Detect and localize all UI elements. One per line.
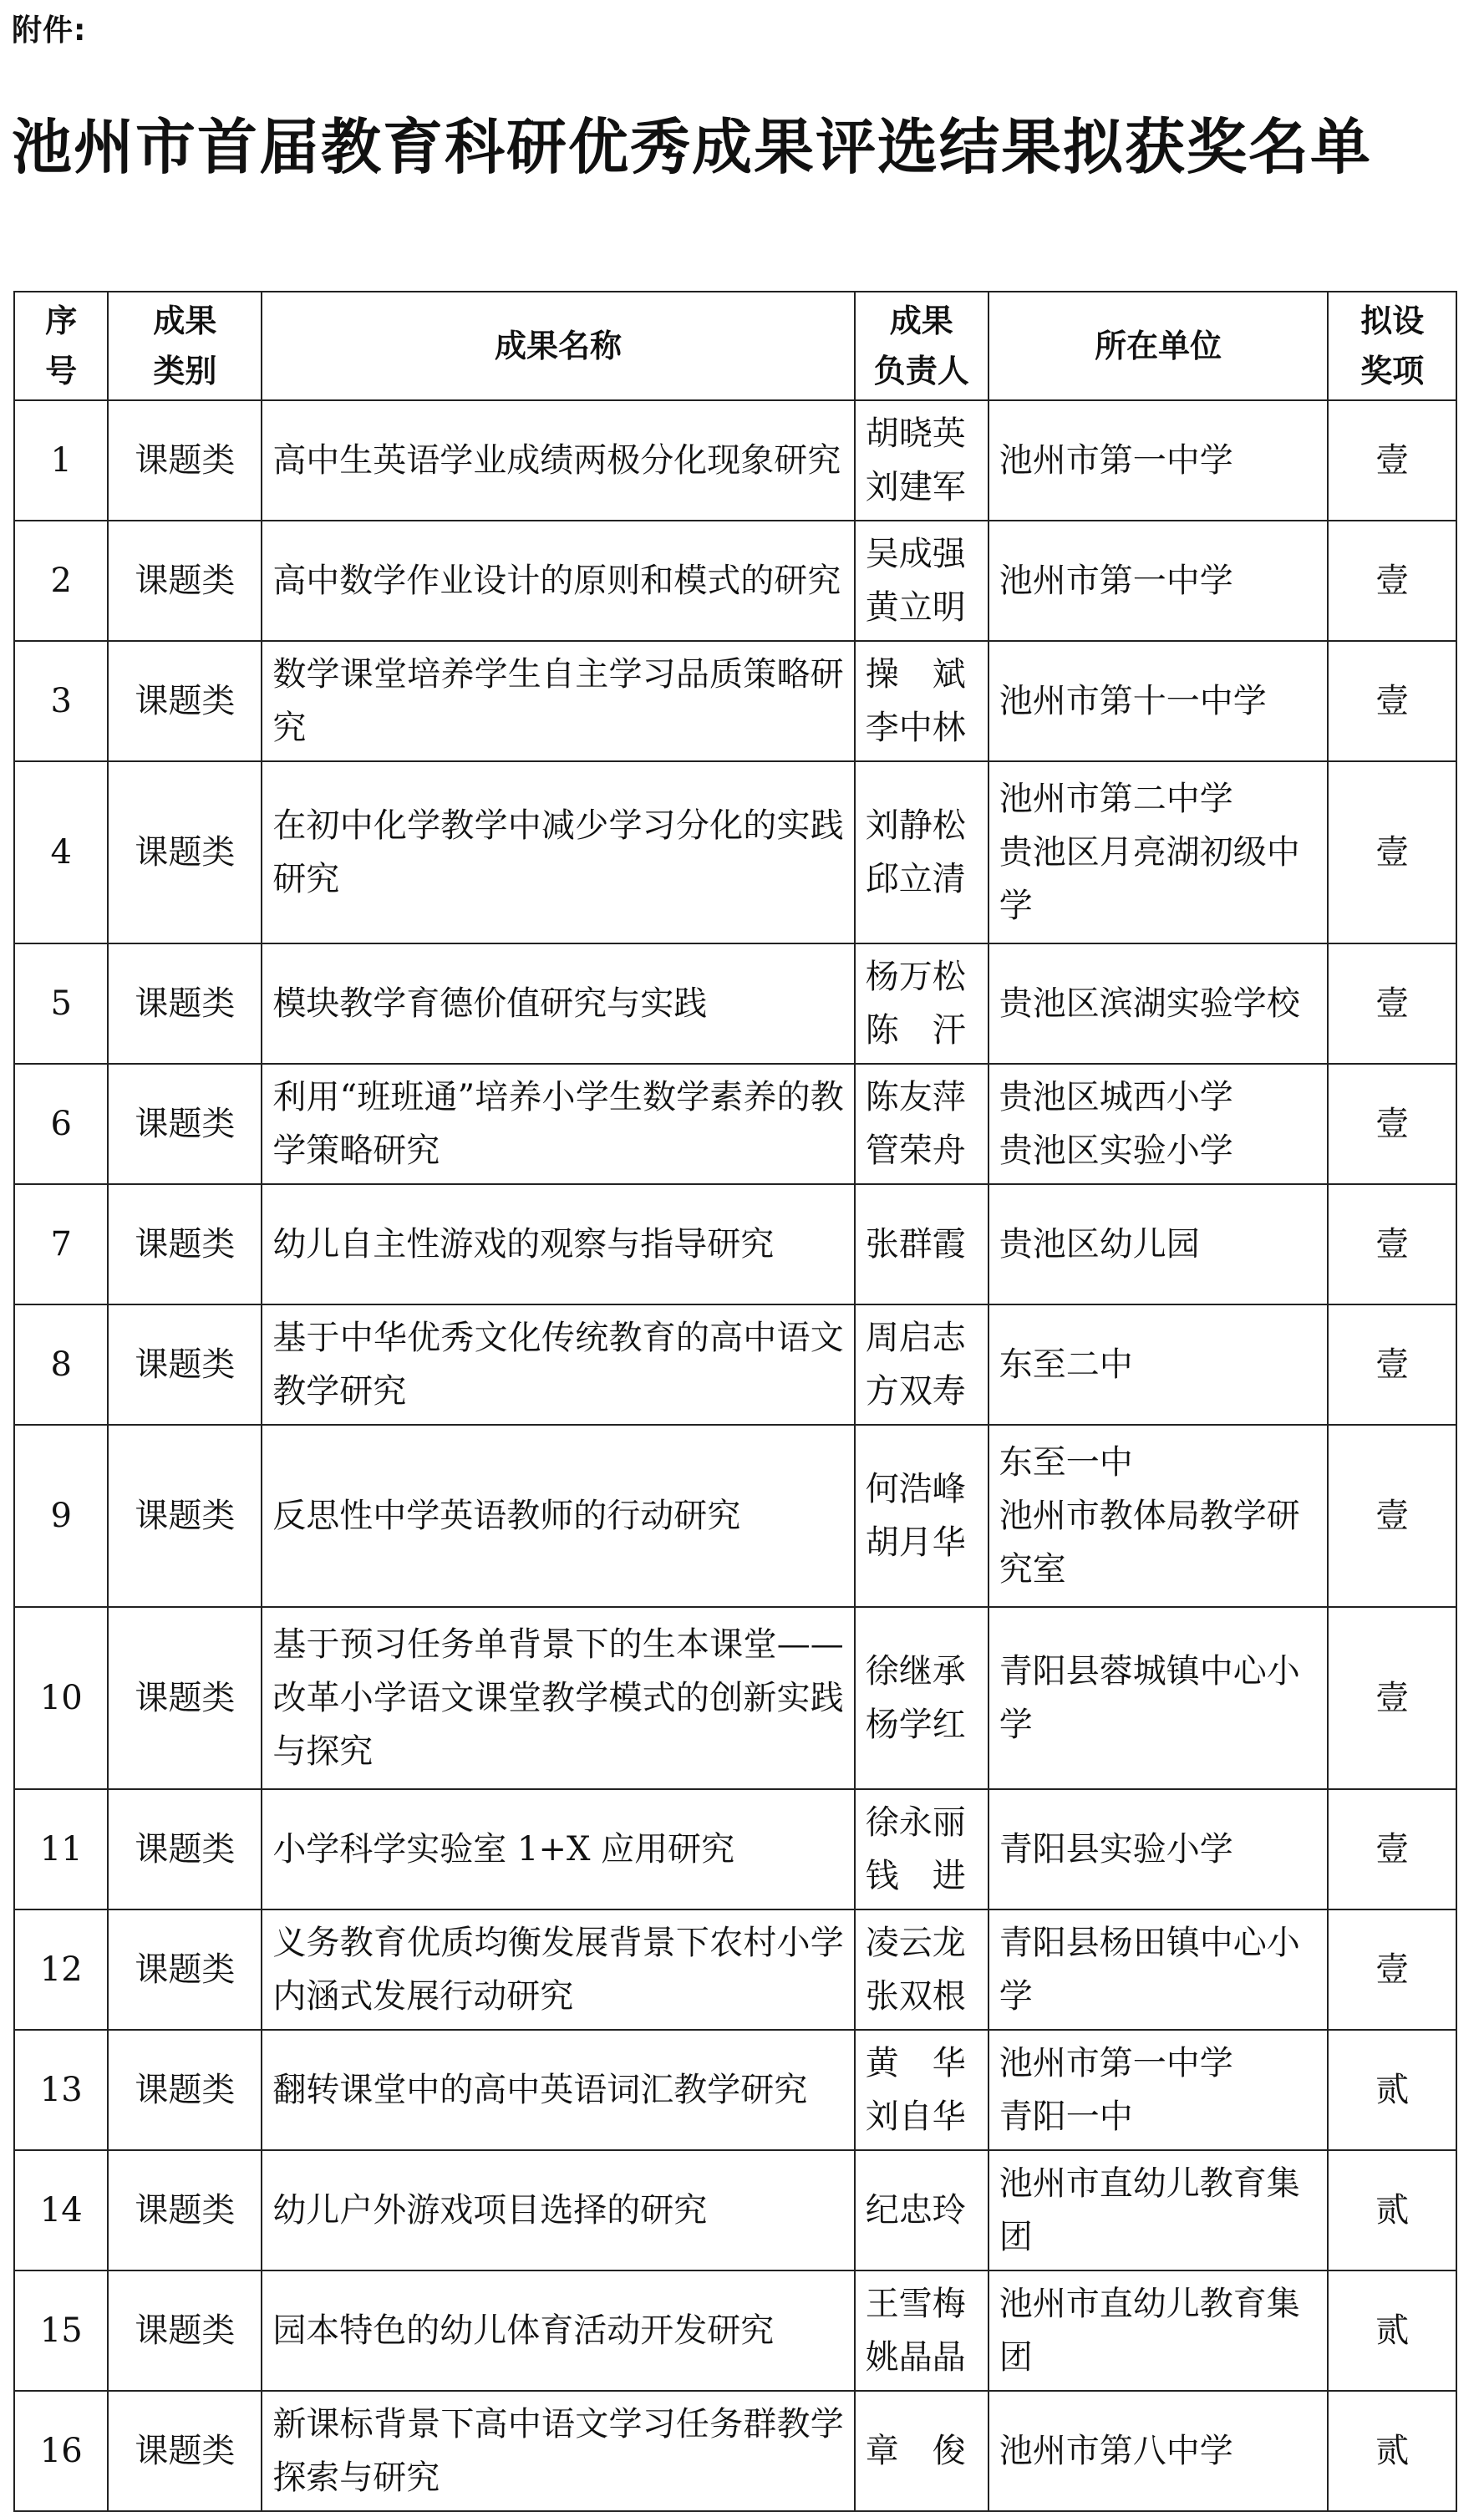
cell-name: 幼儿户外游戏项目选择的研究 xyxy=(262,2150,854,2270)
table-row xyxy=(14,1607,1456,1789)
cell-award: 壹 xyxy=(1328,1909,1456,2030)
cell-no: 4 xyxy=(14,761,108,943)
cell-name: 幼儿自主性游戏的观察与指导研究 xyxy=(262,1184,854,1304)
table-row xyxy=(14,2391,1456,2511)
cell-unit: 贵池区滨湖实验学校 xyxy=(988,943,1329,1064)
cell-category: 课题类 xyxy=(108,641,262,761)
cell-name: 基于预习任务单背景下的生本课堂——改革小学语文课堂教学模式的创新实践与探究 xyxy=(262,1607,854,1789)
award-table xyxy=(13,291,1457,2512)
cell-category: 课题类 xyxy=(108,943,262,1064)
cell-award: 壹 xyxy=(1328,761,1456,943)
table-row xyxy=(14,2030,1456,2150)
cell-owner: 纪忠玲 xyxy=(855,2150,988,2270)
cell-no: 3 xyxy=(14,641,108,761)
table-row xyxy=(14,1909,1456,2030)
cell-category: 课题类 xyxy=(108,1304,262,1425)
cell-category: 课题类 xyxy=(108,2270,262,2391)
cell-no: 10 xyxy=(14,1607,108,1789)
table-header-row xyxy=(14,292,1456,400)
cell-no: 16 xyxy=(14,2391,108,2511)
cell-unit: 贵池区城西小学 贵池区实验小学 xyxy=(988,1064,1329,1184)
cell-owner: 胡晓英 刘建军 xyxy=(855,400,988,521)
cell-category: 课题类 xyxy=(108,521,262,641)
cell-owner: 章 俊 xyxy=(855,2391,988,2511)
cell-category: 课题类 xyxy=(108,1184,262,1304)
cell-unit: 池州市第十一中学 xyxy=(988,641,1329,761)
cell-owner: 黄 华 刘自华 xyxy=(855,2030,988,2150)
cell-category: 课题类 xyxy=(108,2391,262,2511)
cell-category: 课题类 xyxy=(108,400,262,521)
cell-award: 壹 xyxy=(1328,1304,1456,1425)
cell-owner: 周启志 方双寿 xyxy=(855,1304,988,1425)
col-header-award: 拟设 奖项 xyxy=(1328,292,1456,400)
cell-award: 壹 xyxy=(1328,1064,1456,1184)
cell-no: 8 xyxy=(14,1304,108,1425)
cell-award: 壹 xyxy=(1328,1607,1456,1789)
cell-owner: 凌云龙 张双根 xyxy=(855,1909,988,2030)
cell-owner: 刘静松 邱立清 xyxy=(855,761,988,943)
cell-award: 壹 xyxy=(1328,400,1456,521)
cell-no: 11 xyxy=(14,1789,108,1909)
cell-award: 贰 xyxy=(1328,2030,1456,2150)
cell-award: 贰 xyxy=(1328,2150,1456,2270)
cell-award: 壹 xyxy=(1328,1184,1456,1304)
cell-name: 利用“班班通”培养小学生数学素养的教学策略研究 xyxy=(262,1064,854,1184)
table-row xyxy=(14,641,1456,761)
cell-unit: 池州市第二中学 贵池区月亮湖初级中学 xyxy=(988,761,1329,943)
table-row xyxy=(14,943,1456,1064)
table-row xyxy=(14,400,1456,521)
cell-unit: 东至二中 xyxy=(988,1304,1329,1425)
cell-name: 高中生英语学业成绩两极分化现象研究 xyxy=(262,400,854,521)
cell-no: 14 xyxy=(14,2150,108,2270)
cell-name: 小学科学实验室 1+X 应用研究 xyxy=(262,1789,854,1909)
cell-no: 1 xyxy=(14,400,108,521)
cell-owner: 陈友萍 管荣舟 xyxy=(855,1064,988,1184)
attachment-label: 附件: xyxy=(12,13,87,48)
cell-name: 反思性中学英语教师的行动研究 xyxy=(262,1425,854,1607)
table-row xyxy=(14,1789,1456,1909)
cell-name: 模块教学育德价值研究与实践 xyxy=(262,943,854,1064)
cell-award: 壹 xyxy=(1328,943,1456,1064)
cell-category: 课题类 xyxy=(108,1607,262,1789)
cell-unit: 池州市第八中学 xyxy=(988,2391,1329,2511)
cell-owner: 徐继承 杨学红 xyxy=(855,1607,988,1789)
table-row xyxy=(14,521,1456,641)
cell-name: 基于中华优秀文化传统教育的高中语文教学研究 xyxy=(262,1304,854,1425)
cell-owner: 王雪梅 姚晶晶 xyxy=(855,2270,988,2391)
cell-unit: 东至一中 池州市教体局教学研究室 xyxy=(988,1425,1329,1607)
cell-award: 壹 xyxy=(1328,521,1456,641)
cell-category: 课题类 xyxy=(108,761,262,943)
cell-no: 5 xyxy=(14,943,108,1064)
table-row xyxy=(14,1064,1456,1184)
cell-no: 15 xyxy=(14,2270,108,2391)
cell-owner: 张群霞 xyxy=(855,1184,988,1304)
col-header-unit: 所在单位 xyxy=(988,292,1329,400)
table-row xyxy=(14,761,1456,943)
cell-unit: 池州市第一中学 xyxy=(988,521,1329,641)
cell-category: 课题类 xyxy=(108,2150,262,2270)
cell-unit: 青阳县杨田镇中心小学 xyxy=(988,1909,1329,2030)
cell-no: 7 xyxy=(14,1184,108,1304)
table-row xyxy=(14,2270,1456,2391)
cell-unit: 贵池区幼儿园 xyxy=(988,1184,1329,1304)
cell-owner: 何浩峰 胡月华 xyxy=(855,1425,988,1607)
cell-category: 课题类 xyxy=(108,1425,262,1607)
cell-category: 课题类 xyxy=(108,2030,262,2150)
cell-no: 9 xyxy=(14,1425,108,1607)
cell-no: 12 xyxy=(14,1909,108,2030)
cell-category: 课题类 xyxy=(108,1789,262,1909)
cell-award: 壹 xyxy=(1328,1789,1456,1909)
cell-name: 新课标背景下高中语文学习任务群教学探索与研究 xyxy=(262,2391,854,2511)
cell-no: 6 xyxy=(14,1064,108,1184)
cell-name: 义务教育优质均衡发展背景下农村小学内涵式发展行动研究 xyxy=(262,1909,854,2030)
cell-unit: 池州市第一中学 xyxy=(988,400,1329,521)
cell-name: 翻转课堂中的高中英语词汇教学研究 xyxy=(262,2030,854,2150)
cell-award: 壹 xyxy=(1328,641,1456,761)
cell-owner: 吴成强 黄立明 xyxy=(855,521,988,641)
col-header-category: 成果 类别 xyxy=(108,292,262,400)
cell-name: 在初中化学教学中减少学习分化的实践研究 xyxy=(262,761,854,943)
cell-unit: 池州市直幼儿教育集团 xyxy=(988,2150,1329,2270)
table-row xyxy=(14,1304,1456,1425)
cell-no: 13 xyxy=(14,2030,108,2150)
cell-name: 高中数学作业设计的原则和模式的研究 xyxy=(262,521,854,641)
table-row xyxy=(14,2150,1456,2270)
cell-unit: 池州市直幼儿教育集团 xyxy=(988,2270,1329,2391)
col-header-name: 成果名称 xyxy=(262,292,854,400)
cell-category: 课题类 xyxy=(108,1064,262,1184)
cell-name: 园本特色的幼儿体育活动开发研究 xyxy=(262,2270,854,2391)
cell-category: 课题类 xyxy=(108,1909,262,2030)
col-header-no: 序 号 xyxy=(14,292,108,400)
cell-award: 贰 xyxy=(1328,2270,1456,2391)
cell-unit: 池州市第一中学 青阳一中 xyxy=(988,2030,1329,2150)
cell-owner: 操 斌 李中林 xyxy=(855,641,988,761)
table-row xyxy=(14,1184,1456,1304)
cell-unit: 青阳县实验小学 xyxy=(988,1789,1329,1909)
cell-award: 贰 xyxy=(1328,2391,1456,2511)
cell-award: 壹 xyxy=(1328,1425,1456,1607)
col-header-owner: 成果 负责人 xyxy=(855,292,988,400)
cell-owner: 杨万松 陈 汗 xyxy=(855,943,988,1064)
cell-unit: 青阳县蓉城镇中心小学 xyxy=(988,1607,1329,1789)
cell-no: 2 xyxy=(14,521,108,641)
table-row xyxy=(14,1425,1456,1607)
cell-name: 数学课堂培养学生自主学习品质策略研究 xyxy=(262,641,854,761)
cell-owner: 徐永丽 钱 进 xyxy=(855,1789,988,1909)
page-title: 池州市首届教育科研优秀成果评选结果拟获奖名单 xyxy=(12,112,1373,182)
